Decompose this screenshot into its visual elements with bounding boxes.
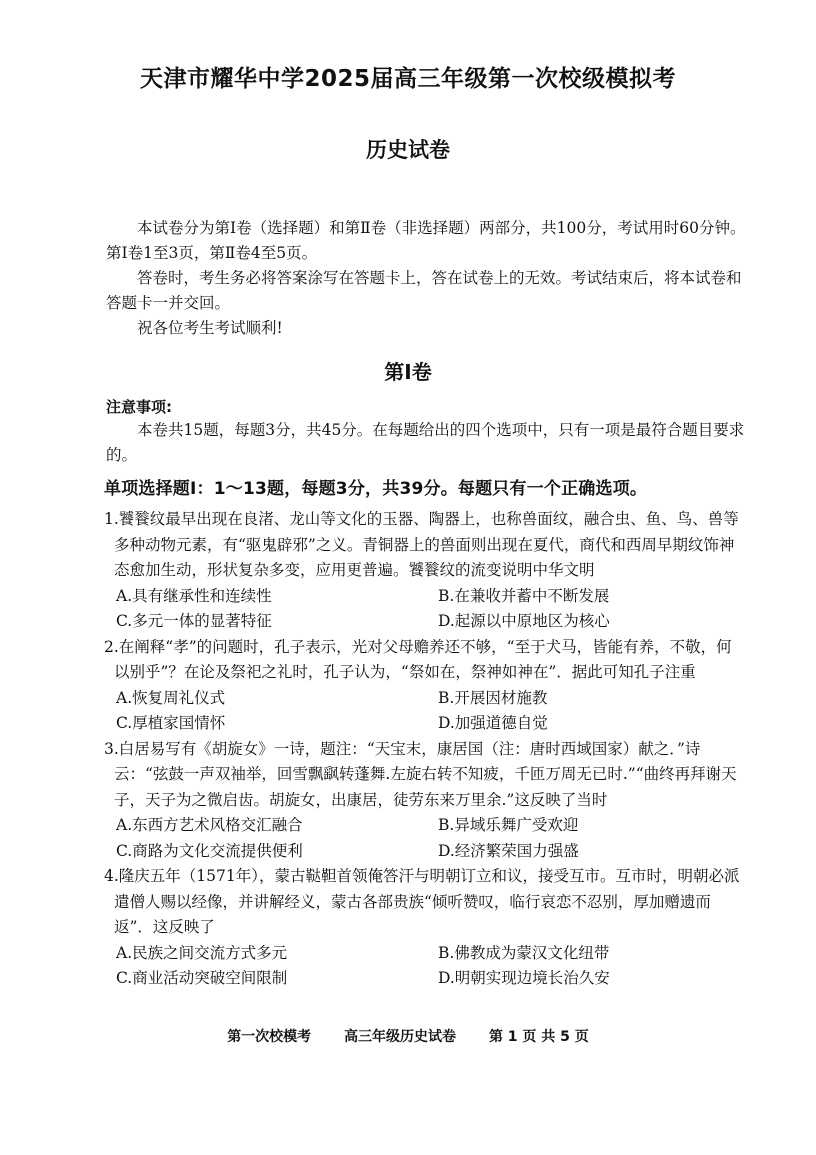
- option-c: C.商业活动突破空间限制: [116, 969, 288, 987]
- question-2: [104, 635, 744, 737]
- volume-heading: 第Ⅰ卷: [384, 360, 432, 384]
- exam-subject: 历史试卷: [366, 138, 450, 162]
- option-d: D.经济繁荣国力强盛: [438, 841, 579, 860]
- instructions-paragraph-1: 本试卷分为第Ⅰ卷（选择题）和第Ⅱ卷（非选择题）两部分，共100分，考试用时60分钟。第Ⅰ卷1至3页，第Ⅱ卷4至5页。: [106, 219, 746, 262]
- option-a: A.东西方艺术风格交汇融合: [116, 816, 303, 834]
- option-d: D.加强道德自觉: [438, 714, 548, 732]
- question-list: [104, 507, 744, 992]
- section-heading: 单项选择题Ⅰ：1～13题，每题3分，共39分。每题只有一个正确选项。: [104, 479, 648, 499]
- instructions-paragraph-2: 答卷时，考生务必将答案涂写在答题卡上，答在试卷上的无效。考试结束后，将本试卷和答题卡一并交回。: [106, 269, 742, 312]
- instructions: [106, 216, 746, 341]
- option-c: C.商路为文化交流提供便利: [116, 841, 303, 860]
- notice-body: 本卷共15题，每题3分，共45分。在每题给出的四个选项中，只有一项是最符合题目要求的。: [106, 421, 745, 464]
- question-3: [104, 737, 744, 865]
- option-b: B.异域乐舞广受欢迎: [438, 816, 579, 834]
- notice-heading: 注意事项:: [106, 398, 172, 416]
- footer-paper-name: 高三年级历史试卷: [344, 1029, 457, 1045]
- option-a: A.具有继承性和连续性: [116, 586, 272, 605]
- option-a: A.恢复周礼仪式: [116, 688, 226, 707]
- question-stem: 3.白居易写有《胡旋女》一诗，题注：“天宝末，康居国（注：唐时西域国家）献之．”诗云：“弦鼓一声双袖举，回雪飘飖转蓬舞.左旋右转不知疲，千匝万周无已时.”“曲终再拜谢天子，天子为之微启齿。胡旋女，出康居，徒劳东来万里余.”这反映了当时: [104, 739, 737, 809]
- instructions-paragraph-3: 祝各位考生考试顺利!: [137, 319, 283, 337]
- option-c: C.多元一体的显著特征: [116, 612, 272, 630]
- exam-title: 天津市耀华中学2025届高三年级第一次校级模拟考: [139, 66, 676, 92]
- question-stem: 4.隆庆五年（1571年），蒙古鞑靼首领俺答汗与明朝订立和议，接受互市。互市时，明朝必派遣僧人赐以经像，并讲解经义，蒙古各部贵族“倾听赞叹，临行哀恋不忍别，厚加赠遗而返”．这反映了: [104, 867, 740, 936]
- footer-page-number: 第 1 页 共 5 页: [488, 1029, 589, 1045]
- question-4: [104, 864, 744, 992]
- option-b: B.佛教成为蒙汉文化纽带: [438, 943, 610, 962]
- option-a: A.民族之间交流方式多元: [116, 943, 288, 962]
- option-b: B.在兼收并蓄中不断发展: [438, 586, 610, 605]
- page-footer: [0, 1026, 816, 1046]
- question-1: [104, 507, 744, 635]
- option-b: B.开展因材施教: [438, 688, 548, 707]
- footer-exam-name: 第一次校模考: [227, 1029, 312, 1045]
- question-stem: 1.饕餮纹最早出现在良渚、龙山等文化的玉器、陶器上，也称兽面纹，融合虫、鱼、鸟、兽等多种动物元素，有“驱鬼辟邪”之义。青铜器上的兽面则出现在夏代，商代和西周早期纹饰神态愈加生动，形状复杂多变，应用更普遍。饕餮纹的流变说明中华文明: [104, 510, 739, 579]
- option-c: C.厚植家国情怀: [116, 714, 226, 732]
- option-d: D.起源以中原地区为核心: [438, 612, 610, 630]
- option-d: D.明朝实现边境长治久安: [438, 969, 610, 987]
- question-stem: 2.在阐释“孝”的问题时，孔子表示，光对父母赡养还不够，“至于犬马，皆能有养，不敬，何以别乎”？在论及祭祀之礼时，孔子认为，“祭如在，祭神如神在”．据此可知孔子注重: [104, 637, 732, 681]
